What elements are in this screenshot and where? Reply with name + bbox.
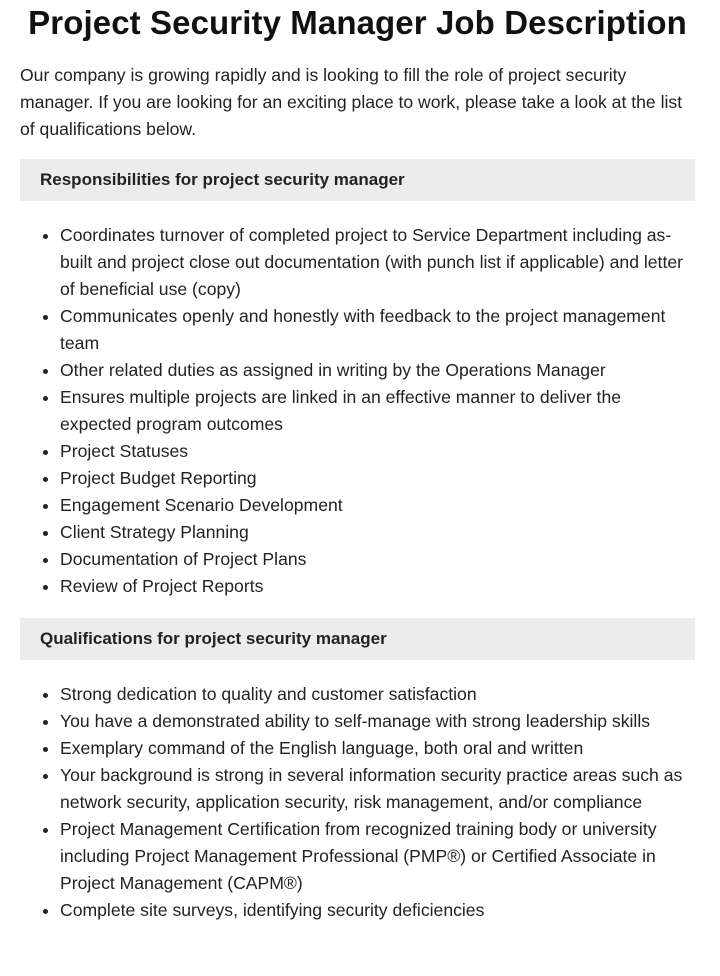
responsibility-item: • Coordinates turnover of completed project to Service Department including as-built and project close out documentation (with punch list if applicable) and letter of beneficial use (copy)	[60, 222, 695, 303]
qualifications-list	[20, 681, 695, 924]
qualification-item: • Strong dedication to quality and customer satisfaction	[60, 681, 695, 708]
page-title: Project Security Manager Job Description	[28, 4, 687, 41]
responsibility-item: • Engagement Scenario Development	[60, 492, 695, 519]
qualification-item: • Project Management Certification from recognized training body or university including Project Management Professional (PMP®) or Certified Associate in Project Management (CAPM®)	[60, 816, 695, 897]
responsibilities-list	[20, 222, 695, 600]
responsibility-item: • Client Strategy Planning	[60, 519, 695, 546]
intro-paragraph: Our company is growing rapidly and is looking to fill the role of project security manager. If you are looking for an exciting place to work, please take a look at the list of qualifications below.	[20, 65, 683, 139]
responsibility-item: • Ensures multiple projects are linked in an effective manner to deliver the expected program outcomes	[60, 384, 695, 438]
responsibilities-heading: Responsibilities for project security manager	[20, 159, 695, 201]
responsibility-item: • Review of Project Reports	[60, 573, 695, 600]
qualification-item: • You have a demonstrated ability to self-manage with strong leadership skills	[60, 708, 695, 735]
qualification-item: • Exemplary command of the English language, both oral and written	[60, 735, 695, 762]
qualification-item: • Complete site surveys, identifying security deficiencies	[60, 897, 695, 924]
responsibility-item: • Documentation of Project Plans	[60, 546, 695, 573]
qualifications-heading: Qualifications for project security manager	[20, 618, 695, 660]
responsibility-item: • Project Statuses	[60, 438, 695, 465]
responsibility-item: • Project Budget Reporting	[60, 465, 695, 492]
qualification-item: • Your background is strong in several information security practice areas such as network security, application security, risk management, and/or compliance	[60, 762, 695, 816]
responsibility-item: • Communicates openly and honestly with feedback to the project management team	[60, 303, 695, 357]
responsibility-item: • Other related duties as assigned in writing by the Operations Manager	[60, 357, 695, 384]
